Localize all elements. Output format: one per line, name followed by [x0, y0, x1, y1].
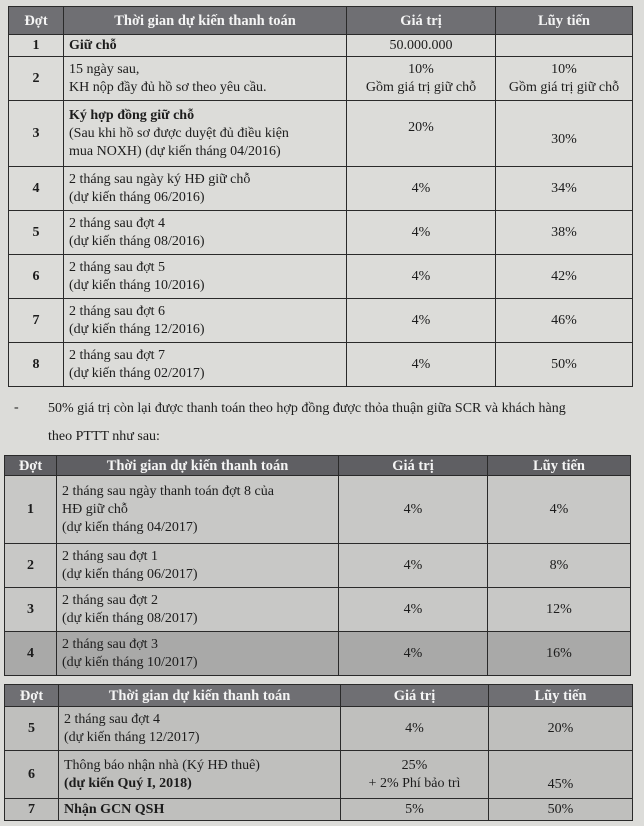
row-cumulative: 20%	[489, 707, 633, 751]
header-time: Thời gian dự kiến thanh toán	[59, 685, 341, 707]
payment-table-2	[4, 455, 631, 676]
row-time	[64, 101, 347, 167]
row-cumulative	[496, 57, 633, 101]
row-cumulative: 42%	[496, 255, 633, 299]
row-dot: 7	[9, 299, 64, 343]
row-value: 4%	[347, 343, 496, 387]
row-time	[64, 211, 347, 255]
header-time: Thời gian dự kiến thanh toán	[57, 456, 339, 476]
table-row	[5, 632, 631, 676]
header-value: Giá trị	[339, 456, 488, 476]
table-row	[5, 751, 633, 799]
paragraph-line-1: 50% giá trị còn lại được thanh toán theo hợp đồng được thỏa thuận giữa SCR và khách hàng	[48, 401, 566, 416]
table-row	[9, 35, 633, 57]
row-cumulative: 50%	[489, 799, 633, 821]
row-dot: 1	[9, 35, 64, 57]
time-line: Ký hợp đồng giữ chỗ	[69, 107, 195, 123]
row-time	[57, 476, 339, 544]
row-time	[57, 632, 339, 676]
row-dot: 1	[5, 476, 57, 544]
row-dot: 3	[9, 101, 64, 167]
table-row	[5, 544, 631, 588]
table-row	[9, 101, 633, 167]
row-value	[341, 751, 489, 799]
row-time	[57, 588, 339, 632]
cum-line: Gồm giá trị giữ chỗ	[508, 79, 620, 95]
time-line: 2 tháng sau đợt 5	[69, 259, 166, 275]
row-time	[64, 167, 347, 211]
table-header-row	[5, 685, 633, 707]
time-line: 2 tháng sau đợt 7	[69, 347, 166, 363]
time-line: Thông báo nhận nhà (Ký HĐ thuê)	[64, 757, 260, 773]
time-line: 2 tháng sau ngày ký HĐ giữ chỗ	[69, 171, 251, 187]
row-dot: 6	[5, 751, 59, 799]
header-dot: Đợt	[5, 685, 59, 707]
row-time: Giữ chỗ	[64, 35, 347, 57]
row-dot: 2	[5, 544, 57, 588]
time-line: (dự kiến tháng 12/2017)	[64, 729, 200, 745]
row-dot: 2	[9, 57, 64, 101]
time-line: (dự kiến tháng 04/2017)	[62, 519, 198, 535]
row-value: 4%	[339, 476, 488, 544]
row-time	[64, 343, 347, 387]
table-row	[9, 255, 633, 299]
time-line: 15 ngày sau,	[69, 61, 140, 77]
header-value: Giá trị	[347, 7, 496, 35]
header-time: Thời gian dự kiến thanh toán	[64, 7, 347, 35]
row-cumulative: 16%	[488, 632, 631, 676]
row-value: 4%	[339, 544, 488, 588]
row-value: 4%	[341, 707, 489, 751]
time-line: (dự kiến tháng 10/2016)	[69, 277, 205, 293]
payment-table-3	[4, 684, 633, 821]
row-time: Nhận GCN QSH	[59, 799, 341, 821]
row-time	[59, 707, 341, 751]
paragraph-line-2: theo PTTT như sau:	[48, 429, 160, 444]
row-cumulative: 45%	[489, 751, 633, 799]
table-row	[9, 57, 633, 101]
table-row	[9, 211, 633, 255]
value-line: Gồm giá trị giữ chỗ	[365, 79, 477, 95]
time-line: mua NOXH) (dự kiến tháng 04/2016)	[69, 143, 281, 159]
row-time	[64, 299, 347, 343]
time-line: (dự kiến tháng 06/2017)	[62, 566, 198, 582]
row-value: 5%	[341, 799, 489, 821]
row-cumulative: 4%	[488, 476, 631, 544]
row-value: 4%	[339, 632, 488, 676]
row-time	[64, 57, 347, 101]
row-value: 4%	[347, 255, 496, 299]
table-row	[5, 799, 633, 821]
row-time	[57, 544, 339, 588]
time-line: 2 tháng sau đợt 2	[62, 592, 159, 608]
table-row	[9, 299, 633, 343]
row-dot: 3	[5, 588, 57, 632]
row-cumulative	[496, 35, 633, 57]
row-value: 4%	[339, 588, 488, 632]
time-line: 2 tháng sau đợt 4	[64, 711, 161, 727]
row-cumulative: 12%	[488, 588, 631, 632]
time-line: HĐ giữ chỗ	[62, 501, 128, 517]
time-line: (dự kiến tháng 08/2017)	[62, 610, 198, 626]
bullet-dash: -	[14, 400, 19, 415]
time-line: (Sau khi hồ sơ được duyệt đủ điều kiện	[69, 125, 289, 141]
row-value	[347, 57, 496, 101]
row-dot: 7	[5, 799, 59, 821]
table-header-row	[5, 456, 631, 476]
time-line: 2 tháng sau đợt 3	[62, 636, 159, 652]
row-value: 4%	[347, 167, 496, 211]
table-header-row	[9, 7, 633, 35]
row-cumulative: 34%	[496, 167, 633, 211]
time-line: (dự kiến tháng 10/2017)	[62, 654, 198, 670]
row-value: 4%	[347, 211, 496, 255]
row-dot: 5	[9, 211, 64, 255]
row-dot: 5	[5, 707, 59, 751]
table-row	[9, 343, 633, 387]
header-cumulative: Lũy tiến	[489, 685, 633, 707]
table-row	[9, 167, 633, 211]
row-value: 20%	[347, 101, 496, 167]
value-line: 10%	[408, 61, 434, 77]
row-dot: 4	[9, 167, 64, 211]
time-line: KH nộp đầy đủ hồ sơ theo yêu cầu.	[69, 79, 267, 95]
row-time	[64, 255, 347, 299]
row-dot: 8	[9, 343, 64, 387]
payment-table-1	[8, 6, 633, 387]
row-cumulative: 30%	[496, 101, 633, 167]
time-line: 2 tháng sau đợt 4	[69, 215, 166, 231]
header-cumulative: Lũy tiến	[496, 7, 633, 35]
row-cumulative: 46%	[496, 299, 633, 343]
header-dot: Đợt	[5, 456, 57, 476]
value-line: 25%	[401, 757, 428, 773]
time-line: (dự kiến tháng 02/2017)	[69, 365, 205, 381]
row-cumulative: 50%	[496, 343, 633, 387]
time-line: 2 tháng sau ngày thanh toán đợt 8 của	[62, 483, 274, 499]
time-line: 2 tháng sau đợt 1	[62, 548, 159, 564]
header-value: Giá trị	[341, 685, 489, 707]
time-line: 2 tháng sau đợt 6	[69, 303, 166, 319]
table-row	[5, 707, 633, 751]
time-line: (dự kiến Quý I, 2018)	[64, 775, 192, 791]
header-dot: Đợt	[9, 7, 64, 35]
time-line: (dự kiến tháng 06/2016)	[69, 189, 205, 205]
header-cumulative: Lũy tiến	[488, 456, 631, 476]
row-value: 4%	[347, 299, 496, 343]
cum-line: 10%	[551, 61, 577, 77]
time-line: (dự kiến tháng 08/2016)	[69, 233, 205, 249]
value-line: + 2% Phí bảo trì	[368, 775, 461, 791]
table-row	[5, 476, 631, 544]
row-dot: 6	[9, 255, 64, 299]
table-row	[5, 588, 631, 632]
time-line: (dự kiến tháng 12/2016)	[69, 321, 205, 337]
row-cumulative: 8%	[488, 544, 631, 588]
row-dot: 4	[5, 632, 57, 676]
row-value: 50.000.000	[347, 35, 496, 57]
row-time	[59, 751, 341, 799]
row-cumulative: 38%	[496, 211, 633, 255]
